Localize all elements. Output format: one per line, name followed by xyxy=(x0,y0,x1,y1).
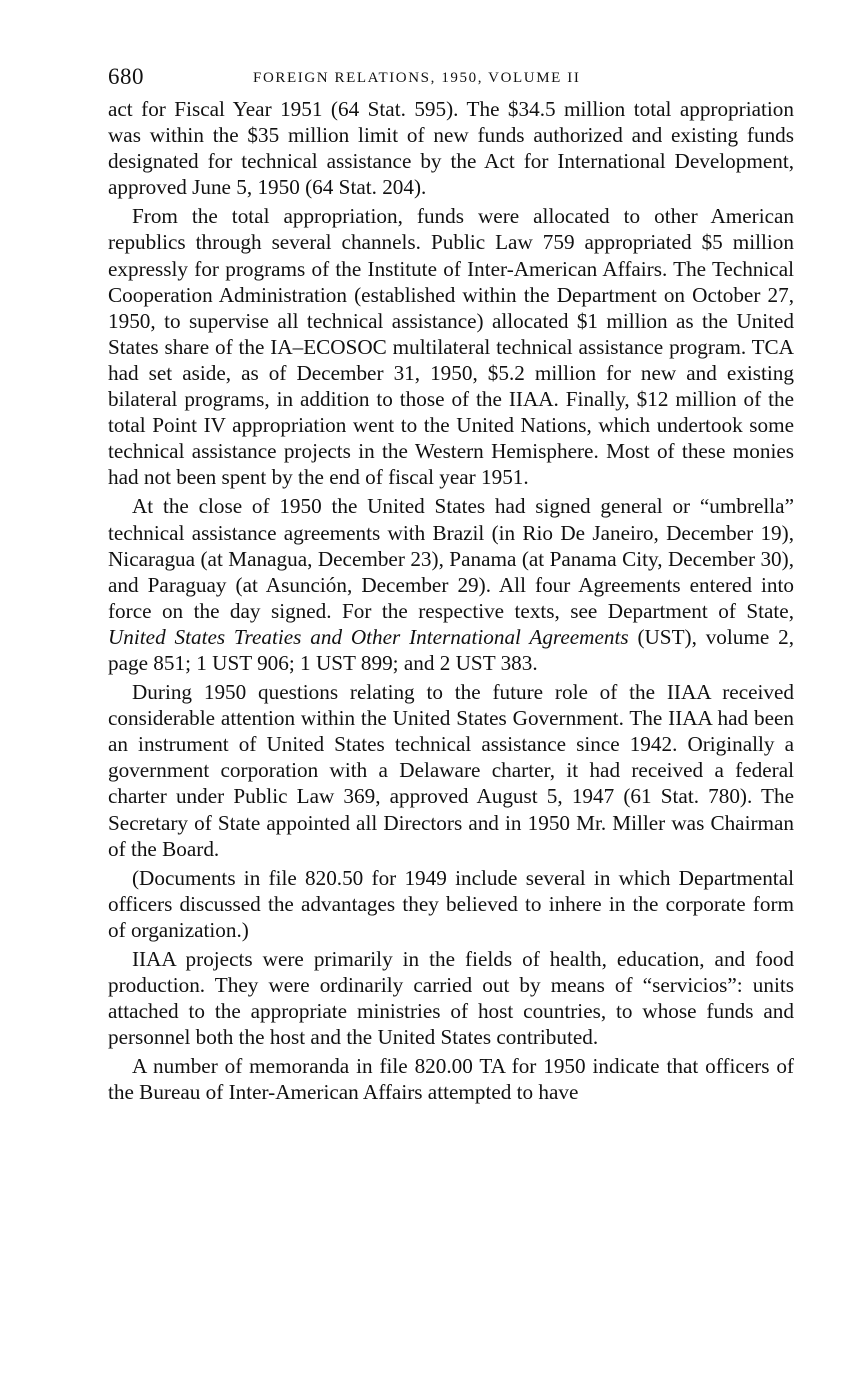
page-number: 680 xyxy=(108,64,144,89)
body-text xyxy=(108,96,794,1106)
document-page xyxy=(108,60,794,1106)
paragraph-documents-note: (Documents in file 820.50 for 1949 include several in which Departmental officers discussed the advantages they believed to inhere in the corporate form of organization.) xyxy=(108,865,794,942)
paragraph-umbrella-agreements xyxy=(108,493,794,676)
paragraph-memoranda: A number of memoranda in file 820.00 TA for 1950 indicate that officers of the Bureau of Inter-American Affairs attempted to have xyxy=(108,1054,794,1105)
paragraph-iiaa-projects: IIAA projects were primarily in the fields of health, education, and food production. They were ordinarily carried out by means of “servicios”: units attached to the appropriate ministries of host countries, to whose funds and personnel both the host and the United States contributed. xyxy=(108,947,794,1050)
paragraph-iiaa-role: During 1950 questions relating to the future role of the IIAA received considerable attention within the United States Government. The IIAA had been an instrument of United States technical assistance since 1942. Originally a government corporation with a Delaware charter, it had received a federal charter under Public Law 369, approved August 5, 1947 (61 Stat. 780). The Secretary of State appointed all Directors and in 1950 Mr. Miller was Chairman of the Board. xyxy=(108,680,794,861)
treaty-series-title: United States Treaties and Other International Agreements xyxy=(108,624,629,649)
paragraph-text-segment: At the close of 1950 the United States had signed general or “umbrella” technical assistance agreements with Brazil (in Rio De Janeiro, December 19), Nicaragua (at Managua, December 23), Panama (at Panama City, December 30), and Paraguay (at Asunción, December 29). All four Agreements entered into force on the day signed. For the respective texts, see Department of State, xyxy=(108,494,794,623)
running-header-title: FOREIGN RELATIONS, 1950, VOLUME II xyxy=(253,70,581,86)
paragraph-continuation: act for Fiscal Year 1951 (64 Stat. 595). The $34.5 million total appropriation was within the $35 million limit of new funds authorized and existing funds designated for technical assistance by the Act for International Development, approved June 5, 1950 (64 Stat. 204). xyxy=(108,97,794,200)
paragraph-text-segment: (UST), volume 2, page 851; 1 UST 906; 1 UST 899; and 2 UST 383. xyxy=(108,624,794,675)
paragraph-appropriation-channels: From the total appropriation, funds were allocated to other American republics through several channels. Public Law 759 appropriated $5 million expressly for programs of the Institute of Inter-American Affairs. The Technical Cooperation Administration (established within the Department on October 27, 1950, to supervise all technical assistance) allocated $1 million as the United States share of the IA–ECOSOC multilateral technical assistance program. TCA had set aside, as of December 31, 1950, $5.2 million for new and existing bilateral programs, in addition to those of the IIAA. Finally, $12 million of the total Point IV appropriation went to the United Nations, which undertook some technical assistance projects in the Western Hemisphere. Most of these monies had not been spent by the end of fiscal year 1951. xyxy=(108,204,794,490)
running-header xyxy=(108,60,794,96)
